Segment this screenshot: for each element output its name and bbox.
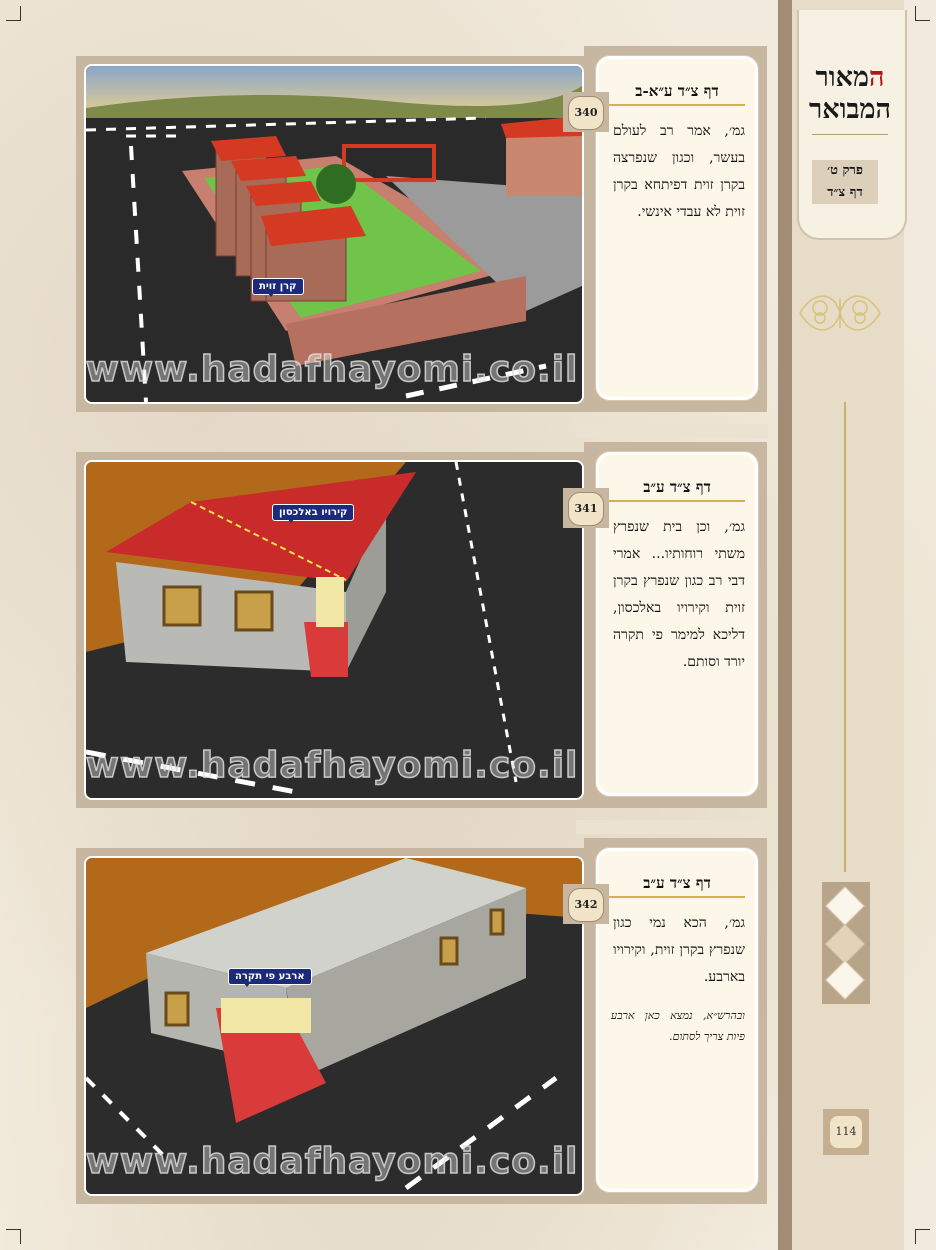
title-first-letter: ה <box>868 62 885 93</box>
book-title <box>800 62 900 126</box>
page-number: 114 <box>823 1109 869 1155</box>
panel-342 <box>76 848 766 1204</box>
watermark: www.hadafhayomi.co.il <box>85 349 579 390</box>
chapter-name: פרק ט׳ <box>827 163 863 178</box>
section-note: ובהרש״א, נמצא כאן ארבע פיות צריך לסתום. <box>611 1009 745 1043</box>
diagram-label: קרן זוית <box>252 278 304 295</box>
chapter-label <box>812 160 878 204</box>
panel-number: 341 <box>568 492 604 526</box>
crop-mark <box>915 6 930 21</box>
diamond-icon <box>825 886 865 926</box>
section-text: גמ׳, וכן בית שנפרץ משתי רוחותיו... אמרי דבי רב כגון שנפרץ בקרן זוית וקירויו באלכסון, דליכא למימר פי תקרה יורד וסותם. <box>613 519 745 670</box>
text-box <box>596 56 758 400</box>
diamond-icon <box>825 960 865 1000</box>
watermark: www.hadafhayomi.co.il <box>85 1141 579 1182</box>
section-heading: דף צ״ד ע״ב <box>609 874 745 898</box>
panel-340 <box>76 56 766 412</box>
text-box <box>596 848 758 1192</box>
panel-number-badge <box>563 488 609 528</box>
crop-mark <box>6 1229 21 1244</box>
section-heading: דף צ״ד ע״א-ב <box>609 82 745 106</box>
sidebar-strip <box>778 0 792 1250</box>
ornament-icon <box>790 278 890 348</box>
title-rule <box>812 134 888 135</box>
panel-341 <box>76 452 766 808</box>
divider-band <box>576 820 768 834</box>
panel-number: 342 <box>568 888 604 922</box>
diamond-ornament <box>822 882 870 1004</box>
panel-number-badge <box>563 884 609 924</box>
section-text: גמ׳, הכא נמי כגון שנפרץ בקרן זוית, וקירויו בארבע. <box>613 915 745 985</box>
crop-mark <box>915 1229 930 1244</box>
section-text: גמ׳, אמר רב לעולם בעשר, וכגון שנפרצה בקרן זוית דפיתחא בקרן זוית לא עבדי אינשי. <box>613 123 745 220</box>
title-line2: המבואר <box>808 94 892 125</box>
text-box <box>596 452 758 796</box>
sidebar-rule <box>844 402 846 872</box>
title-line1: מאור <box>815 62 869 93</box>
section-heading: דף צ״ד ע״ב <box>609 478 745 502</box>
watermark: www.hadafhayomi.co.il <box>85 745 579 786</box>
daf-name: דף צ״ד <box>827 185 863 200</box>
diagram-label: ארבע פי תקרה <box>228 968 312 985</box>
divider-band <box>576 424 768 438</box>
panel-number: 340 <box>568 96 604 130</box>
crop-mark <box>6 6 21 21</box>
diagram-label: קירויו באלכסון <box>272 504 354 521</box>
diamond-icon <box>825 924 865 964</box>
panel-number-badge <box>563 92 609 132</box>
